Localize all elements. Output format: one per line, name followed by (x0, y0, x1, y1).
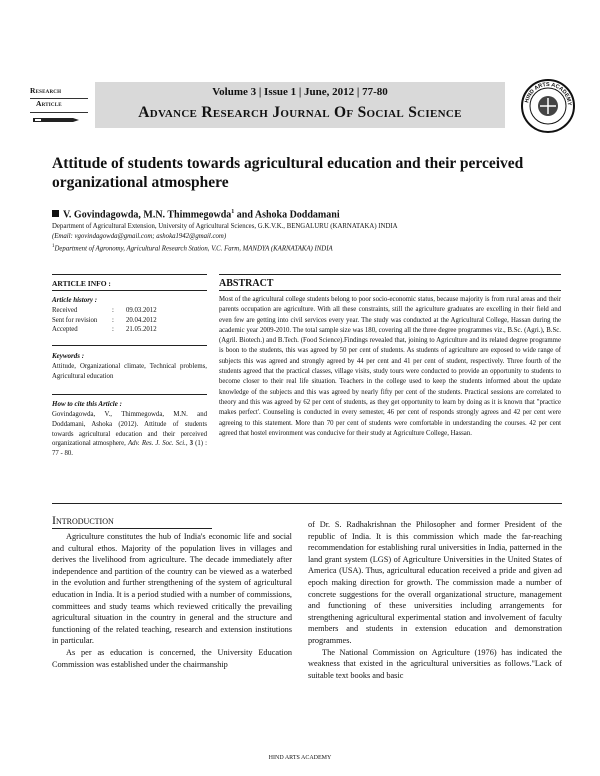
article-history (52, 306, 207, 335)
seal-text: HIND ARTS ACADEMY (524, 81, 573, 107)
academy-seal-icon (520, 78, 576, 134)
body-column-left (52, 531, 292, 670)
affiliation-1: Department of Agricultural Extension, University of Agricultural Sciences, G.K.V.K., BENGALURU (KARNATAKA) INDIA (52, 223, 398, 230)
email-line[interactable]: (Email: vgovindagowda@gmail.com; ashoka1942@gmail.com) (52, 233, 227, 240)
affiliation-2: $^1$Department of Agronomy, Agricultural Research Station, V.C. Farm, MANDYA (KARNATAKA) INDIA (52, 244, 333, 253)
history-heading: Article history : (52, 296, 98, 304)
paragraph: The National Commission on Agriculture (1976) has indicated the weakness that existed in the agricultural universities as follows."Lack of suitable text books and basic (308, 647, 562, 680)
abstract-rule (219, 290, 561, 291)
history-row: Sent for revision : 20.04.2012 (52, 316, 157, 324)
abstract-text: Most of the agricultural college students belong to poor socio-economic status, because majority is from rural areas and their parents occupation are agriculture. With all these constraints, still the agriculture graduates are excelling in their field and even few are getting into civil services every year. The study was conducted at the Agricultural College, Hassan during the academic year 2009-2010. The total sample size was 180, covering all the three degree programmes viz., B.Sc. (Agri.), B.Sc. (Agril. Biotech.) and B.Tech. (Food Science).Findings revealed that, joining to Agriculture and its related degree programme is boon to the students, this was agreed by 50 per cent of students. As students of agriculture are exposed to wide range of subjects this was agreed and strongly agreed by 44 per cent and 41 per cent of student, respectively. Three fourth of the students agreed that the practical classes, village visits, study tours were conducted to provide an opportunity to students to become closer to their real life situation. Teachers in the college used to keep the students informed about the update knowledge of the subjects and this was agreed by nearly fifty per cent of the students. Practical sessions are correlated to theory and this was agreed by 62 per cent of students, as they get opportunity to learn by doing as it is known that "practice makes perfect'. Counseling is conducted in every semester, 46 per cent of responds strongly agrees and 42 per cent were agreeing to this statement. More than 70 per cent of students were comfortable in understanding the courses. 42 per cent agreed that hostel environment was conducive for their study at Agriculture College, Hassan. (219, 296, 561, 437)
authors-last: and Ashoka Doddamani (234, 209, 340, 221)
abstract-heading: ABSTRACT (219, 278, 274, 289)
cite-heading: How to cite this Article : (52, 400, 122, 408)
introduction-heading: Introduction (52, 513, 114, 527)
introduction-rule (52, 528, 212, 529)
category-research: Research (30, 86, 62, 95)
pen-icon (32, 115, 80, 125)
paragraph: As per as education is concerned, the University Education Commission was established under the chairmanship (52, 647, 292, 669)
keywords-text: Attitude, Organizational climate, Technical problems, Agricultural education (52, 363, 207, 380)
info-heading-rule (52, 290, 207, 291)
history-row: Accepted : 21.05.2012 (52, 326, 157, 333)
paragraph: Agriculture constitutes the hub of India's economic life and social and cultural ethos. Majority of the population lives in villages and derives the livelihood from agriculture. The decade immediately after independence and partition of the country can be viewed as a waterbed in the evolution and further strengthening of the system of agricultural education in India. It is a period studied with a number of commissions, committees and study teams which reviewed critically the prevailing agricultural situation in the country in general and the structure and functioning of the related teaching, research and extension institutions in particular. (52, 532, 292, 646)
article-title: Attitude of students towards agricultural education and their perceived organizational atmosphere (52, 155, 524, 191)
bullet-square-icon (52, 210, 59, 217)
info-divider (52, 345, 207, 346)
category-article: Article (36, 99, 62, 108)
authors-main: V. Govindagowda, M.N. Thimmegowda (63, 209, 232, 221)
citation: Govindagowda, V., Thimmegowda, M.N. and Doddamani, Ashoka (2012). Attitude of students towards agricultural education and their perceived organizational atmosphere, Adv. Res. J. Soc. Sci., 3 (1) : 77 - 80. (52, 411, 208, 458)
article-info-heading: ARTICLE INFO : (52, 279, 111, 288)
body-column-right (308, 519, 562, 681)
page-footer: HIND ARTS ACADEMY (268, 755, 332, 761)
journal-title: Advance Research Journal Of Social Science (138, 104, 462, 121)
abstract-top-rule (219, 274, 561, 275)
history-row: Received : 09.03.2012 (52, 307, 157, 314)
article-category (30, 84, 88, 110)
affiliations (52, 222, 572, 254)
category-divider (30, 98, 88, 99)
author-superscript: 1 (231, 209, 235, 215)
volume-info: Volume 3 | Issue 1 | June, 2012 | 77-80 (212, 86, 388, 98)
paragraph: of Dr. S. Radhakrishnan the Philosopher and former President of the republic of India. It is this commission which made the far-reaching recommendation for establishing rural universities in India, patterned in the land grant system (LGS) of Agriculture Universities in the United States of America (USA). Thus, agricultural education received a pride and given ad epoch making direction for growth. The commission made a number of concrete suggestions for the overall organizational structure, management and functioning of these universities including arrangements for strengthening agricultural experimental station and involvement of faculty members and students in extension education and demonstration programmes. (308, 520, 562, 645)
front-matter-bottom-rule (52, 503, 562, 504)
info-divider-2 (52, 394, 207, 395)
category-divider-2 (30, 112, 88, 113)
info-top-rule (52, 274, 207, 275)
keywords-heading: Keywords : (52, 352, 85, 360)
author-list (52, 209, 562, 220)
